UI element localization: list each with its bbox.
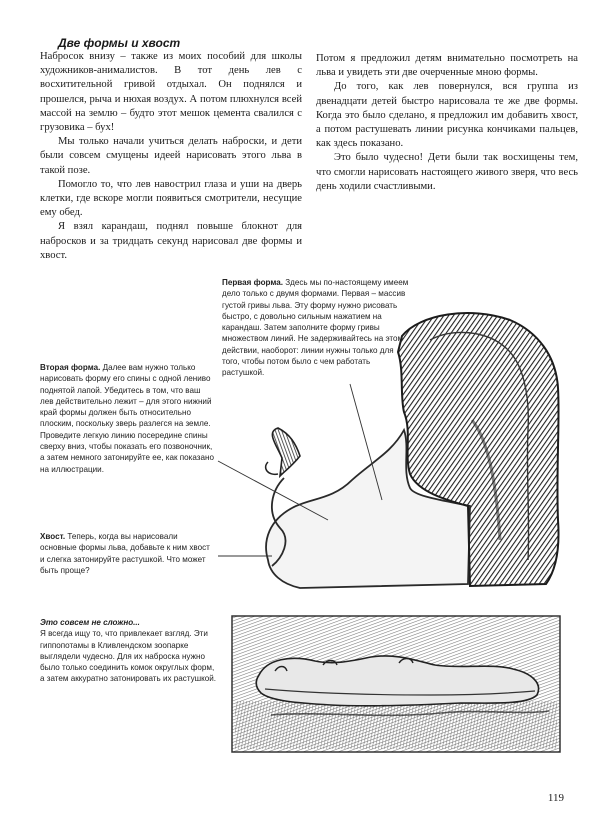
lion-paw-shape — [272, 428, 300, 476]
caption-label: Вторая форма. — [40, 363, 101, 372]
page-number: 119 — [547, 792, 564, 804]
caption-text: Теперь, когда вы нарисовали основные формы льва, добавьте к ним хвост и слегка затонируйте растушкой. Что может быть проще? — [40, 532, 210, 575]
hippo-sketch-illustration — [231, 615, 561, 753]
section-title: Две формы и хвост — [58, 36, 181, 50]
caption-label: Первая форма. — [222, 278, 283, 287]
caption-text: Я всегда ищу то, что привлекает взгляд. Эти гиппопотамы в Кливлендском зоопарке выглядели чудесно. Для их наброска нужно было только соединить комок округлых форм, а затем аккуратно затонировать их растушкой. — [40, 629, 217, 684]
paragraph: Потом я предложил детям внимательно посмотреть на льва и увидеть эти две очерченные мною формы. — [316, 53, 578, 79]
paragraph: Набросок внизу – также из моих пособий для школы художников-анималистов. В тот день лев с восхитительной гривой отдыхал. Он поднялся и прошелся, рыча и нюхая воздух. А потом плюхнулся всей массой на землю – будто этот мешок цемента свалился с грузовика – бух! — [40, 51, 302, 134]
paragraph: До того, как лев повернулся, вся группа из двенадцати детей быстро нарисовала те же две формы. Когда это было сделано, я предложил им добавить хвост, а потом растушевать линии рисунка кончиками пальцев, как здесь показано. — [316, 81, 578, 150]
caption-tail — [40, 531, 216, 576]
caption-first-form — [222, 277, 410, 379]
caption-second-form — [40, 362, 216, 475]
caption-header: Это совсем не сложно... — [40, 618, 140, 627]
paragraph: Это было чудесно! Дети были так восхищены тем, что смогли нарисовать настоящего живого зверя, что весь день ходили счастливыми. — [316, 152, 578, 192]
caption-text: Здесь мы по-настоящему имеем дело только с двумя формами. Первая – массив густой гривы льва. Эту форму нужно рисовать быстро, с довольно сильным нажатием на карандаш. Затем заполните форму гривы множеством линий. Не задерживайтесь на этом действии, наоборот: линии нужны только для того, чтобы потом было с чем работать растушкой. — [222, 278, 409, 378]
paragraph: Мы только начали учиться делать наброски, и дети были совсем смущены идеей нарисовать этого льва в такой позе. — [40, 136, 302, 176]
caption-label: Хвост. — [40, 532, 66, 541]
paragraph: Помогло то, что лев навострил глаза и уши на дверь клетки, где вскоре могли появиться смотрители, несущие ему обед. — [40, 178, 302, 219]
paragraph: Я взял карандаш, поднял повыше блокнот для набросков и за тридцать секунд нарисовал две формы и хвост. — [40, 221, 302, 261]
caption-text: Далее вам нужно только нарисовать форму его спины с одной лениво поднятой лапой. Убедитесь в том, что ваш лев действительно лежит – для этого нижний край формы должен быть относительно плоским, поскольку зверь разлегся на земле. Проведите легкую линию посередине спины сверху вниз, чтобы показать его позвоночник, а затем немного затонируйте ее, как показано на иллюстрации. — [40, 363, 214, 474]
caption-hippo — [40, 617, 218, 685]
